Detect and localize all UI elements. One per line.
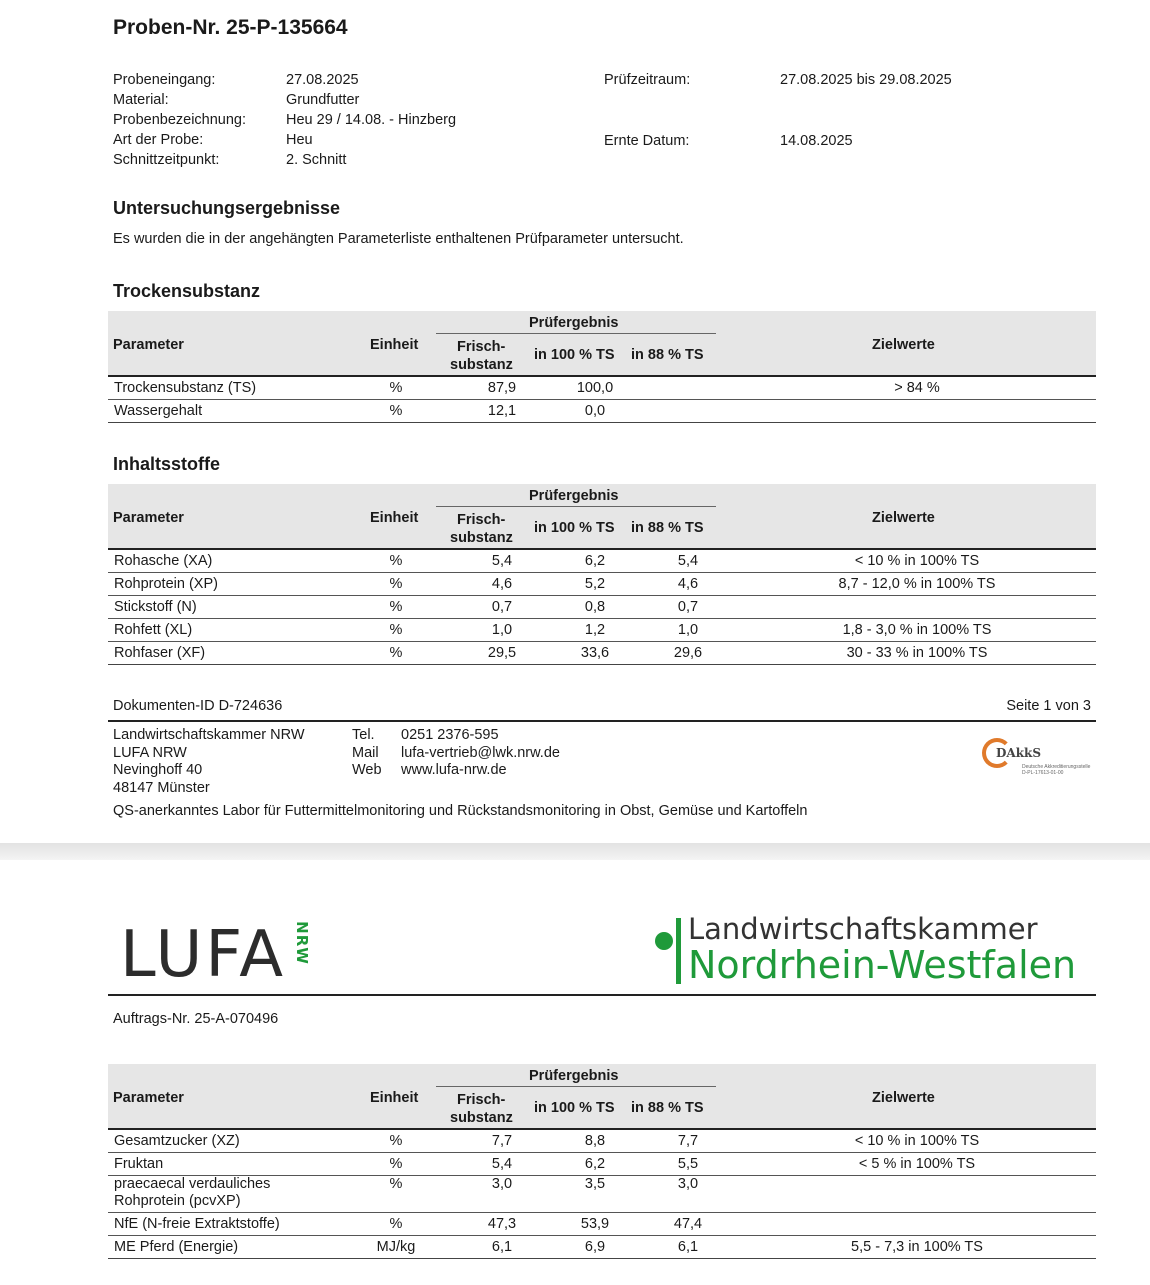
ernte-label: Ernte Datum: [604,133,690,149]
parameter-line: Rohprotein (pcvXP) [114,1193,241,1209]
lwk-logo-top: Landwirtschaftskammer [688,912,1038,946]
header-ts100: in 100 % TS [534,347,615,363]
cell-frischsubstanz: 87,9 [452,377,552,400]
cell-frischsubstanz: 12,1 [452,400,552,423]
header-einheit: Einheit [370,510,419,526]
cell-ts88: 0,7 [638,596,738,619]
meta-value: Heu 29 / 14.08. - Hinzberg [286,112,457,128]
cell-zielwerte: < 5 % in 100% TS [738,1153,1096,1176]
parameter-line: NfE (N-freie Extraktstoffe) [114,1216,280,1232]
cell-einheit: MJ/kg [340,1236,452,1259]
table-page-2 [108,1064,1096,1259]
cell-ts88: 29,6 [638,642,738,665]
cell-einheit: % [340,550,452,573]
header-group-underline [436,333,716,334]
header-ts88: in 88 % TS [631,520,704,536]
footer-address [113,727,305,797]
cell-parameter [108,573,340,596]
cell-ts100: 3,5 [552,1176,638,1213]
cell-zielwerte [738,596,1096,619]
header-einheit: Einheit [370,337,419,353]
meta-label: Probenbezeichnung: [113,112,247,128]
cell-frischsubstanz: 4,6 [452,573,552,596]
cell-frischsubstanz: 7,7 [452,1130,552,1153]
cell-zielwerte [738,1176,1096,1213]
parameter-line: Wassergehalt [114,403,203,419]
cell-ts100: 0,0 [552,400,638,423]
contact-web: www.lufa-nrw.de [401,762,507,778]
meta-value: Grundfutter [286,92,360,108]
header-parameter: Parameter [113,337,184,353]
cell-einheit: % [340,573,452,596]
header-frisch-1: Frisch- [457,339,506,355]
meta-label: Schnittzeitpunkt: [113,152,220,168]
table-row [108,596,1096,619]
table-row [108,573,1096,596]
cell-ts100: 6,9 [552,1236,638,1259]
cell-ts100: 1,2 [552,619,638,642]
cell-parameter [108,596,340,619]
table-row [108,1130,1096,1153]
cell-parameter [108,619,340,642]
lufa-logo: LUFA [120,918,287,992]
contact-label: Mail [352,744,379,761]
meta-label: Probeneingang: [113,72,216,88]
header-parameter: Parameter [113,510,184,526]
parameter-line: praecaecal verdauliches [114,1176,271,1192]
header-frisch-2: substanz [450,357,513,373]
cell-ts88: 5,5 [638,1153,738,1176]
cell-frischsubstanz: 3,0 [452,1176,552,1213]
table-row [108,1236,1096,1259]
address-line: LUFA NRW [113,744,187,761]
cell-zielwerte: 30 - 33 % in 100% TS [738,642,1096,665]
parameter-line: Trockensubstanz (TS) [114,380,257,396]
cell-parameter [108,1236,340,1259]
cell-parameter [108,642,340,665]
cell-zielwerte: 8,7 - 12,0 % in 100% TS [738,573,1096,596]
header-divider [108,994,1096,996]
cell-einheit: % [340,1153,452,1176]
cell-zielwerte: 1,8 - 3,0 % in 100% TS [738,619,1096,642]
footer-contact-labels [352,727,382,780]
page-separator [0,843,1150,860]
cell-ts88 [638,377,738,400]
cell-ts88: 47,4 [638,1213,738,1236]
header-ts100: in 100 % TS [534,520,615,536]
header-group-underline [436,1086,716,1087]
cell-frischsubstanz: 0,7 [452,596,552,619]
lwk-logo-bottom: Nordrhein-Westfalen [688,943,1077,987]
cell-einheit: % [340,596,452,619]
table-row [108,1153,1096,1176]
parameter-line: Gesamtzucker (XZ) [114,1133,240,1149]
header-group-underline [436,506,716,507]
cell-parameter [108,400,340,423]
parameter-line: Rohfett (XL) [114,622,193,638]
document-id: Dokumenten-ID D-724636 [113,698,283,714]
cell-ts100: 53,9 [552,1213,638,1236]
table-header [108,311,1096,377]
address-line: 48147 Münster [113,779,210,796]
cell-ts100: 5,2 [552,573,638,596]
cell-einheit: % [340,1130,452,1153]
section-title-inhaltsstoffe: Inhaltsstoffe [113,454,221,474]
header-ts88: in 88 % TS [631,347,704,363]
header-zielwerte: Zielwerte [872,510,935,526]
parameter-line: Rohprotein (XP) [114,576,218,592]
contact-label: Tel. [352,727,375,743]
dakks-subtext: Deutsche Akkreditierungsstelle D-PL-17613-01-00 [1022,764,1091,776]
cell-zielwerte: 5,5 - 7,3 in 100% TS [738,1236,1096,1259]
header-frisch-1: Frisch- [457,512,506,528]
cell-zielwerte [738,1213,1096,1236]
lufa-nrw-mark [294,922,320,976]
parameter-line: Rohasche (XA) [114,553,213,569]
footer-contact-values [401,727,560,780]
section-title-results: Untersuchungsergebnisse [113,198,341,218]
table-row [108,642,1096,665]
meta-value: 2. Schnitt [286,152,347,168]
cell-zielwerte: < 10 % in 100% TS [738,550,1096,573]
cell-zielwerte: < 10 % in 100% TS [738,1130,1096,1153]
cell-frischsubstanz: 5,4 [452,550,552,573]
report-page-2 [0,860,1150,1285]
lwk-dot-icon [655,932,673,950]
cell-zielwerte: > 84 % [738,377,1096,400]
header-parameter: Parameter [113,1090,184,1106]
cell-frischsubstanz: 6,1 [452,1236,552,1259]
meta-labels [113,70,246,170]
header-ts100: in 100 % TS [534,1100,615,1116]
meta-values [286,70,456,170]
cell-frischsubstanz: 29,5 [452,642,552,665]
header-frisch-1: Frisch- [457,1092,506,1108]
cell-ts88 [638,400,738,423]
cell-frischsubstanz: 5,4 [452,1153,552,1176]
cell-einheit: % [340,400,452,423]
results-description: Es wurden die in der angehängten Parameterliste enthaltenen Prüfparameter untersucht. [113,231,684,247]
table-inhaltsstoffe [108,484,1096,665]
meta-value: 27.08.2025 [286,72,359,88]
dakks-text: DAkkS [996,746,1042,760]
lufa-nrw-text: NRW [292,921,311,965]
cell-ts100: 0,8 [552,596,638,619]
address-line: Nevinghoff 40 [113,762,203,778]
header-ts88: in 88 % TS [631,1100,704,1116]
cell-parameter [108,1130,340,1153]
header-zielwerte: Zielwerte [872,337,935,353]
parameter-line: Rohfaser (XF) [114,645,206,661]
cell-frischsubstanz: 47,3 [452,1213,552,1236]
cell-ts88: 5,4 [638,550,738,573]
table-row [108,1176,1096,1213]
address-line: Landwirtschaftskammer NRW [113,727,305,743]
meta-label: Material: [113,92,169,108]
section-title-trockensubstanz: Trockensubstanz [113,281,261,301]
cell-parameter [108,550,340,573]
contact-email: lufa-vertrieb@lwk.nrw.de [401,744,560,761]
cell-parameter [108,1153,340,1176]
cell-zielwerte [738,400,1096,423]
cell-ts100: 6,2 [552,1153,638,1176]
table-row [108,400,1096,423]
cell-frischsubstanz: 1,0 [452,619,552,642]
header-pruefergebnis: Prüfergebnis [529,488,619,504]
result-table-body [108,1130,1096,1259]
cell-ts100: 6,2 [552,550,638,573]
cell-parameter [108,1213,340,1236]
header-einheit: Einheit [370,1090,419,1106]
cell-ts88: 6,1 [638,1236,738,1259]
cell-ts88: 7,7 [638,1130,738,1153]
footer-divider [108,720,1096,722]
cell-einheit: % [340,619,452,642]
ernte-value: 14.08.2025 [780,133,853,149]
pruefzeitraum-label: Prüfzeitraum: [604,72,691,88]
header-frisch-2: substanz [450,530,513,546]
meta-label: Art der Probe: [113,132,204,148]
cell-einheit: % [340,642,452,665]
parameter-line: Fruktan [114,1156,164,1172]
pruefzeitraum-value: 27.08.2025 bis 29.08.2025 [780,72,952,88]
cell-einheit: % [340,1176,452,1213]
header-pruefergebnis: Prüfergebnis [529,1068,619,1084]
result-table-body [108,550,1096,665]
table-row [108,377,1096,400]
cell-einheit: % [340,377,452,400]
cell-ts100: 33,6 [552,642,638,665]
table-row [108,619,1096,642]
qs-statement: QS-anerkanntes Labor für Futtermittelmonitoring und Rückstandsmonitoring in Obst, Gemüse und Kartoffeln [113,803,808,819]
cell-ts88: 3,0 [638,1176,738,1213]
table-header [108,484,1096,550]
header-pruefergebnis: Prüfergebnis [529,315,619,331]
page-number: Seite 1 von 3 [1006,698,1091,714]
sample-number-title: Proben-Nr. 25-P-135664 [113,16,348,39]
cell-einheit: % [340,1213,452,1236]
cell-ts100: 8,8 [552,1130,638,1153]
cell-ts88: 1,0 [638,619,738,642]
result-table-body [108,377,1096,423]
table-header [108,1064,1096,1130]
cell-parameter [108,1176,340,1213]
dakks-logo [982,736,1092,790]
cell-parameter [108,377,340,400]
header-zielwerte: Zielwerte [872,1090,935,1106]
header-frisch-2: substanz [450,1110,513,1126]
parameter-line: Stickstoff (N) [114,599,197,615]
cell-ts100: 100,0 [552,377,638,400]
order-number: Auftrags-Nr. 25-A-070496 [113,1011,279,1027]
table-row [108,550,1096,573]
cell-ts88: 4,6 [638,573,738,596]
contact-phone: 0251 2376-595 [401,727,499,743]
table-trockensubstanz [108,311,1096,423]
parameter-line: ME Pferd (Energie) [114,1239,239,1255]
lwk-bar-icon [676,918,681,984]
contact-label: Web [352,762,382,778]
table-row [108,1213,1096,1236]
meta-value: Heu [286,132,313,148]
